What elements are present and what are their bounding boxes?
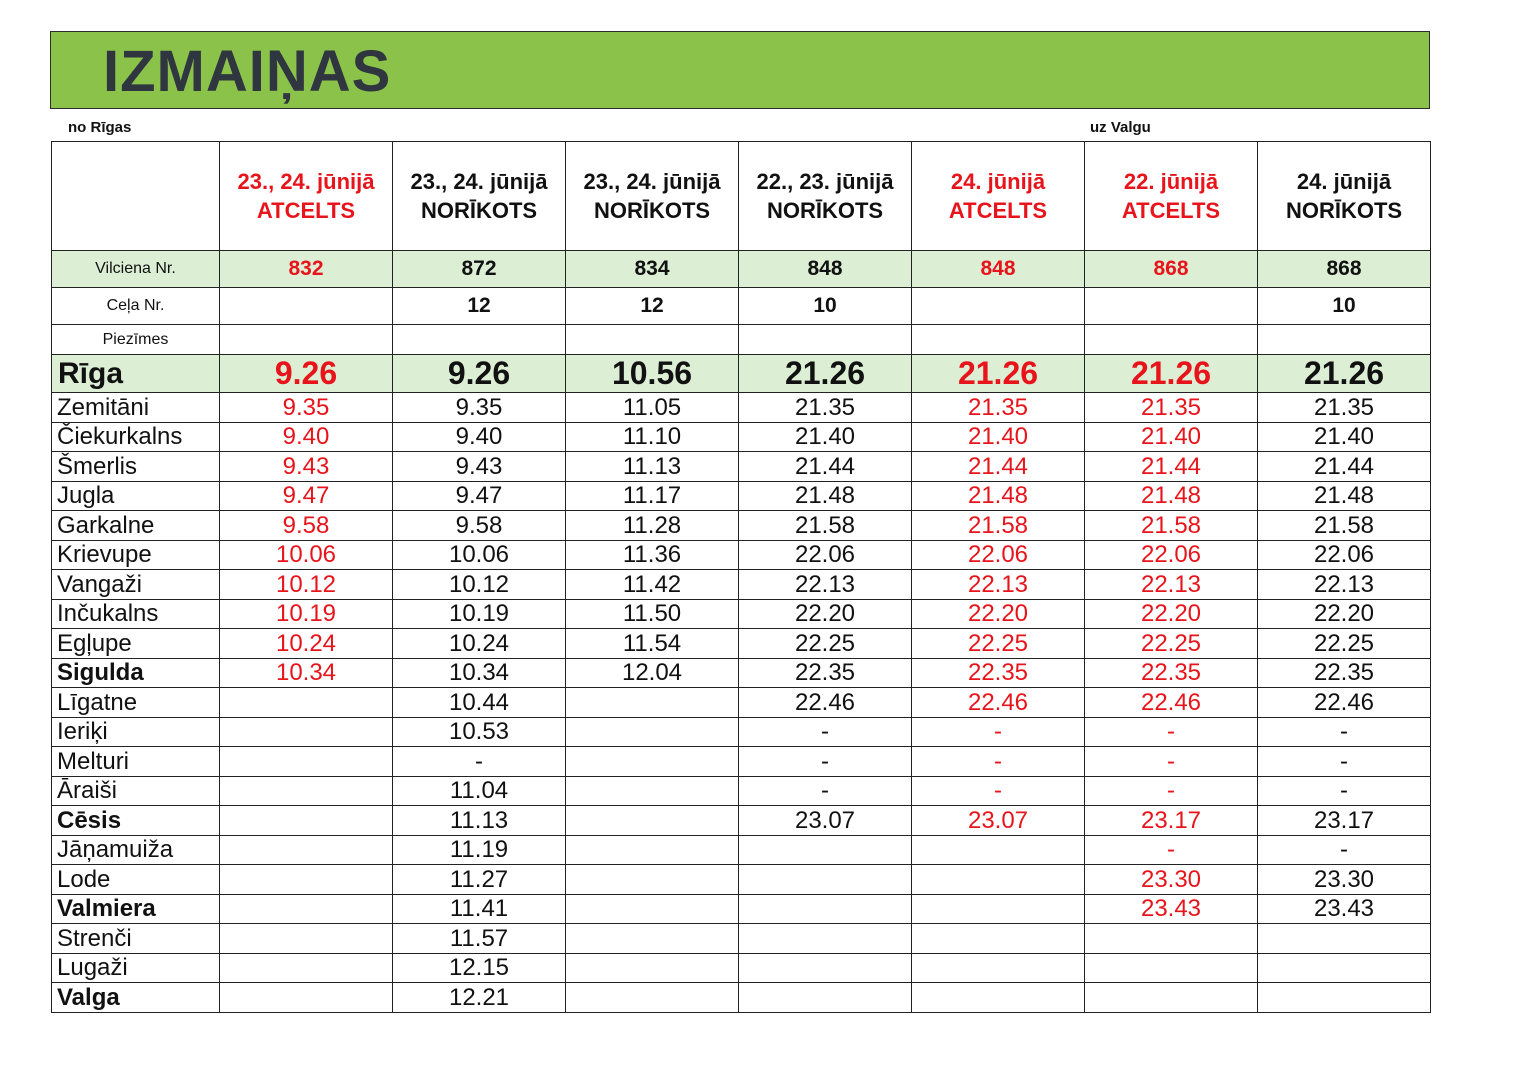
direction-from-label: no Rīgas [68,119,132,136]
departure-time: 22.06 [912,540,1085,570]
departure-time: 21.48 [912,481,1085,511]
direction-to-label: uz Valgu [1090,119,1151,136]
departure-time: 11.28 [566,511,739,541]
column-date: 24. jūnijā [1296,169,1392,194]
departure-time: 10.19 [393,599,566,629]
track-number [220,288,393,325]
departure-time [220,953,393,983]
train-number: 848 [912,251,1085,288]
departure-time [220,776,393,806]
departure-time: 9.40 [220,422,393,452]
track-number-row [52,288,1431,325]
column-date: 23., 24. jūnijā [410,169,548,194]
station-row [52,599,1431,629]
station-row [52,688,1431,718]
departure-time: 11.57 [393,924,566,954]
departure-time: 10.34 [393,658,566,688]
station-row [52,540,1431,570]
departure-time: 10.19 [220,599,393,629]
row-label: Piezīmes [52,325,220,355]
departure-time: 21.48 [739,481,912,511]
departure-time: 10.34 [220,658,393,688]
page-title: IZMAIŅAS [103,39,392,104]
departure-time: 21.58 [1085,511,1258,541]
train-number-row [52,251,1431,288]
header-row [52,142,1431,251]
departure-time: 10.24 [393,629,566,659]
notes-cell [1258,325,1431,355]
title-banner [50,31,1430,109]
station-row [52,835,1431,865]
departure-time [220,865,393,895]
departure-time [566,865,739,895]
departure-time [739,865,912,895]
station-name: Lode [52,865,220,895]
departure-time [566,924,739,954]
station-row [52,629,1431,659]
station-row [52,511,1431,541]
departure-time: - [739,776,912,806]
departure-time [566,688,739,718]
departure-time [220,688,393,718]
departure-time: - [912,717,1085,747]
column-header [1085,142,1258,251]
departure-time [739,835,912,865]
departure-time [566,953,739,983]
departure-time: 10.53 [393,717,566,747]
station-row [52,658,1431,688]
station-name: Cēsis [52,806,220,836]
departure-time: - [1085,717,1258,747]
departure-time: - [1085,747,1258,777]
station-name: Zemitāni [52,393,220,423]
departure-time [912,953,1085,983]
departure-time: 11.54 [566,629,739,659]
station-row [52,924,1431,954]
departure-time: 22.46 [739,688,912,718]
departure-time: 21.44 [1085,452,1258,482]
departure-time: 11.27 [393,865,566,895]
column-status: ATCELTS [948,198,1048,223]
departure-time: 21.58 [1258,511,1431,541]
departure-time: 9.43 [220,452,393,482]
departure-time: 21.26 [739,355,912,393]
departure-time [739,894,912,924]
departure-time: - [739,747,912,777]
departure-time [220,806,393,836]
departure-time: 21.58 [912,511,1085,541]
departure-time: 9.43 [393,452,566,482]
departure-time: 22.06 [739,540,912,570]
departure-time [912,924,1085,954]
departure-time: 22.20 [739,599,912,629]
departure-time: 9.47 [220,481,393,511]
station-name: Sigulda [52,658,220,688]
departure-time [1085,983,1258,1013]
departure-time: 22.13 [1258,570,1431,600]
departure-time: 23.43 [1085,894,1258,924]
departure-time: 12.04 [566,658,739,688]
departure-time: 9.47 [393,481,566,511]
train-number: 868 [1258,251,1431,288]
station-name: Egļupe [52,629,220,659]
station-name: Līgatne [52,688,220,718]
departure-time: 23.17 [1258,806,1431,836]
departure-time: 21.35 [1258,393,1431,423]
departure-time [566,747,739,777]
departure-time: 9.40 [393,422,566,452]
departure-time: 9.35 [393,393,566,423]
notes-row [52,325,1431,355]
departure-time: 11.19 [393,835,566,865]
station-name: Garkalne [52,511,220,541]
train-number: 868 [1085,251,1258,288]
station-name: Šmerlis [52,452,220,482]
departure-time [1258,983,1431,1013]
column-header [912,142,1085,251]
departure-time: 21.26 [912,355,1085,393]
departure-time: 21.26 [1258,355,1431,393]
station-name: Āraiši [52,776,220,806]
departure-time: 12.15 [393,953,566,983]
departure-time: - [1258,747,1431,777]
departure-time: 21.40 [1258,422,1431,452]
departure-time: 10.24 [220,629,393,659]
departure-time: 23.30 [1085,865,1258,895]
departure-time: 23.30 [1258,865,1431,895]
departure-time: 22.25 [1258,629,1431,659]
departure-time: - [1258,776,1431,806]
departure-time [1258,924,1431,954]
departure-time: 11.04 [393,776,566,806]
column-status: NORĪKOTS [1285,198,1403,223]
train-number: 848 [739,251,912,288]
origin-station-row [52,355,1431,393]
train-number: 832 [220,251,393,288]
departure-time: 22.35 [1085,658,1258,688]
station-row [52,481,1431,511]
column-status: NORĪKOTS [593,198,711,223]
station-row [52,393,1431,423]
departure-time: 11.42 [566,570,739,600]
departure-time: 21.44 [912,452,1085,482]
departure-time [566,835,739,865]
departure-time [220,924,393,954]
station-row [52,983,1431,1013]
departure-time: 11.13 [393,806,566,836]
train-number: 834 [566,251,739,288]
station-row [52,865,1431,895]
departure-time [739,924,912,954]
departure-time [739,983,912,1013]
departure-time: 23.43 [1258,894,1431,924]
departure-time [220,983,393,1013]
departure-time: 21.48 [1258,481,1431,511]
departure-time [220,894,393,924]
station-name: Jugla [52,481,220,511]
column-date: 22., 23. jūnijā [756,169,894,194]
departure-time: 23.07 [739,806,912,836]
departure-time: 21.26 [1085,355,1258,393]
departure-time: 10.06 [393,540,566,570]
departure-time [1085,924,1258,954]
departure-time: 22.06 [1085,540,1258,570]
departure-time [912,983,1085,1013]
departure-time: 22.46 [912,688,1085,718]
departure-time: 23.17 [1085,806,1258,836]
notes-cell [220,325,393,355]
track-number: 12 [393,288,566,325]
station-row [52,806,1431,836]
departure-time: 11.10 [566,422,739,452]
departure-time [912,835,1085,865]
notes-cell [393,325,566,355]
track-number [1085,288,1258,325]
departure-time: 9.58 [393,511,566,541]
departure-time [220,835,393,865]
departure-time: 10.56 [566,355,739,393]
departure-time: 21.58 [739,511,912,541]
departure-time: - [1258,717,1431,747]
departure-time [739,953,912,983]
departure-time [912,865,1085,895]
station-row [52,894,1431,924]
departure-time: 10.12 [393,570,566,600]
departure-time: 22.35 [1258,658,1431,688]
departure-time [566,894,739,924]
station-row [52,747,1431,777]
departure-time: - [912,747,1085,777]
departure-time [220,747,393,777]
departure-time: 21.40 [912,422,1085,452]
departure-time: 22.46 [1085,688,1258,718]
column-header [1258,142,1431,251]
track-number [912,288,1085,325]
departure-time: 12.21 [393,983,566,1013]
departure-time: 11.13 [566,452,739,482]
departure-time: 10.44 [393,688,566,718]
column-status: ATCELTS [1121,198,1221,223]
column-status: NORĪKOTS [420,198,538,223]
departure-time: 11.05 [566,393,739,423]
departure-time: 22.35 [739,658,912,688]
station-name: Melturi [52,747,220,777]
column-header [393,142,566,251]
departure-time: 22.35 [912,658,1085,688]
departure-time: 22.13 [912,570,1085,600]
notes-cell [1085,325,1258,355]
departure-time [566,983,739,1013]
departure-time [220,717,393,747]
station-name: Inčukalns [52,599,220,629]
column-header [739,142,912,251]
departure-time: 22.25 [1085,629,1258,659]
station-name: Vangaži [52,570,220,600]
departure-time: - [739,717,912,747]
departure-time: 21.35 [1085,393,1258,423]
departure-time: 11.41 [393,894,566,924]
departure-time: 22.20 [1258,599,1431,629]
notes-cell [566,325,739,355]
departure-time: 9.26 [393,355,566,393]
station-row [52,953,1431,983]
column-date: 23., 24. jūnijā [583,169,721,194]
station-row [52,570,1431,600]
departure-time: 11.36 [566,540,739,570]
station-name: Valmiera [52,894,220,924]
departure-time: 10.06 [220,540,393,570]
departure-time: - [1258,835,1431,865]
departure-time: 11.17 [566,481,739,511]
departure-time: - [912,776,1085,806]
column-header [220,142,393,251]
departure-time [566,776,739,806]
departure-time: 22.25 [739,629,912,659]
track-number: 12 [566,288,739,325]
departure-time: - [393,747,566,777]
column-date: 22. jūnijā [1123,169,1219,194]
corner-cell [52,142,220,251]
station-name: Rīga [52,355,220,393]
timetable [51,141,1431,1013]
departure-time: 10.12 [220,570,393,600]
column-date: 23., 24. jūnijā [237,169,375,194]
departure-time: 9.58 [220,511,393,541]
column-status: NORĪKOTS [766,198,884,223]
column-header [566,142,739,251]
departure-time: 22.20 [912,599,1085,629]
departure-time: 21.40 [739,422,912,452]
station-name: Lugaži [52,953,220,983]
station-name: Valga [52,983,220,1013]
departure-time: 21.44 [739,452,912,482]
departure-time: 21.35 [912,393,1085,423]
departure-time: 9.35 [220,393,393,423]
departure-time [566,806,739,836]
departure-time: 11.50 [566,599,739,629]
notes-cell [739,325,912,355]
departure-time: 21.35 [739,393,912,423]
departure-time: 21.48 [1085,481,1258,511]
column-date: 24. jūnijā [950,169,1046,194]
departure-time: 22.06 [1258,540,1431,570]
station-name: Čiekurkalns [52,422,220,452]
departure-time: 21.40 [1085,422,1258,452]
departure-time: 22.25 [912,629,1085,659]
departure-time: - [1085,776,1258,806]
departure-time: 22.20 [1085,599,1258,629]
departure-time: 22.13 [739,570,912,600]
train-number: 872 [393,251,566,288]
departure-time [566,717,739,747]
station-name: Jāņamuiža [52,835,220,865]
departure-time: 22.13 [1085,570,1258,600]
departure-time [1085,953,1258,983]
notes-cell [912,325,1085,355]
departure-time: 22.46 [1258,688,1431,718]
track-number: 10 [1258,288,1431,325]
track-number: 10 [739,288,912,325]
row-label: Ceļa Nr. [52,288,220,325]
departure-time: 23.07 [912,806,1085,836]
departure-time: 21.44 [1258,452,1431,482]
departure-time: - [1085,835,1258,865]
departure-time: 9.26 [220,355,393,393]
departure-time [912,894,1085,924]
column-status: ATCELTS [256,198,356,223]
station-row [52,776,1431,806]
station-name: Krievupe [52,540,220,570]
station-row [52,717,1431,747]
row-label: Vilciena Nr. [52,251,220,288]
departure-time [1258,953,1431,983]
station-row [52,452,1431,482]
station-row [52,422,1431,452]
station-name: Ieriķi [52,717,220,747]
station-name: Strenči [52,924,220,954]
